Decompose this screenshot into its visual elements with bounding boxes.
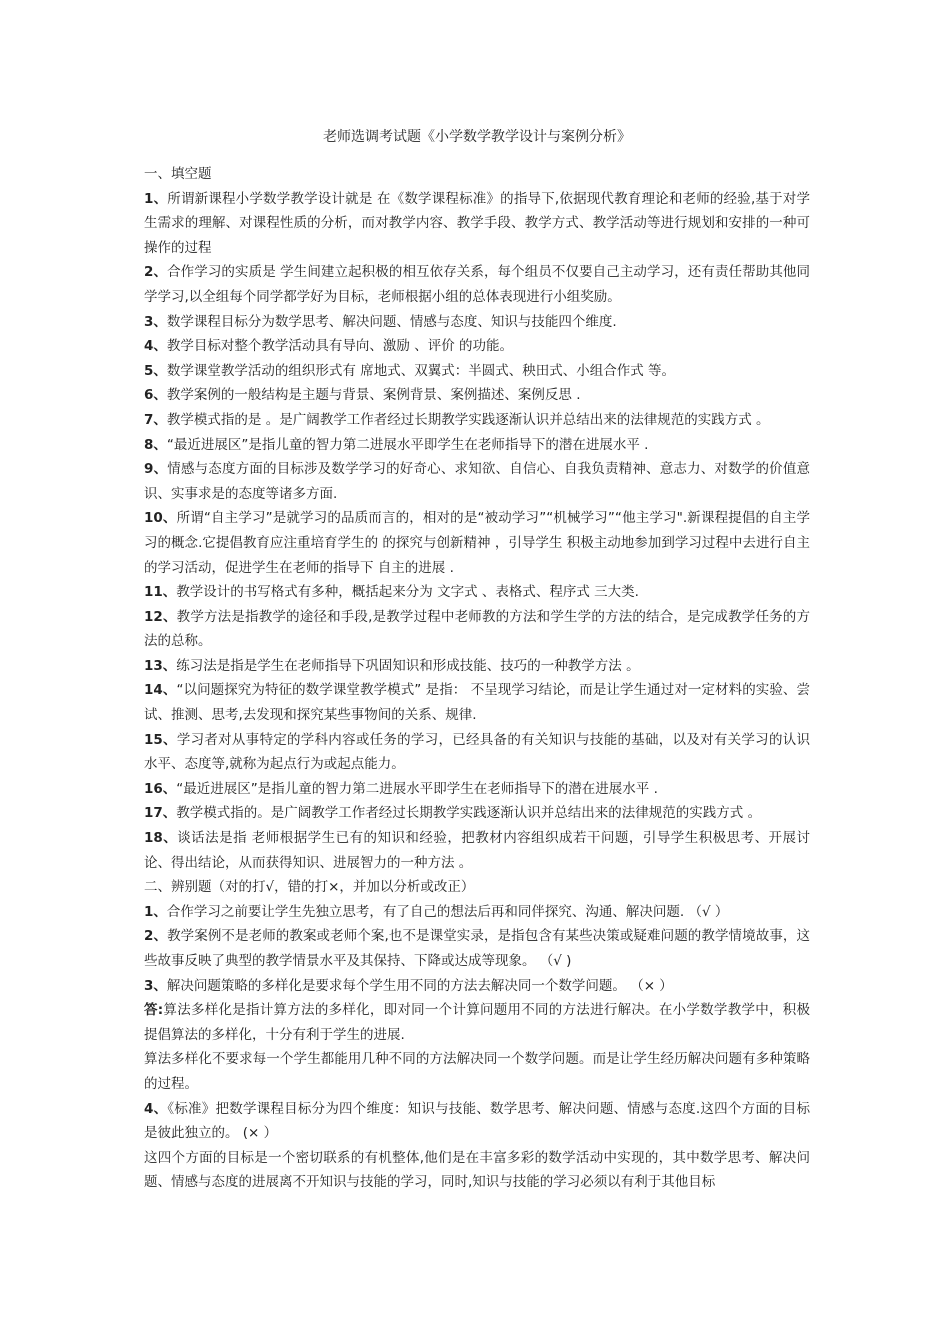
section-heading-fill-in: 一、填空题 (144, 166, 212, 182)
fill-in-item (144, 654, 810, 679)
fill-in-item-number: 11、 (144, 584, 177, 601)
judgement-item-text: 这四个方面的目标是一个密切联系的有机整体,他们是在丰富多彩的数学活动中实现的，其中数学思考、解决问题、情感与态度的进展离不开知识与技能的学习，同时,知识与技能的学习必须以有利于其他目标 (144, 1149, 810, 1191)
document-title: 老师选调考试题《小学数学教学设计与案例分析》 (323, 129, 631, 145)
fill-in-item-number: 13、 (144, 657, 177, 674)
fill-in-item (144, 383, 810, 408)
fill-in-item (144, 605, 810, 654)
judgement-item-text: 教学案例不是老师的教案或老师个案,也不是课堂实录，是指包含有某些决策或疑难问题的教学情境故事，这些故事反映了典型的教学情景水平及其保持、下降或达成等现象。 （√ ) (144, 928, 810, 969)
fill-in-item-text: 所谓“自主学习”是就学习的品质而言的，相对的是“被动学习”“机械学习”“他主学习".新课程提倡的自主学习的概念.它提倡教育应注重培育学生的 的探究与创新精神 ，引导学生 积极主动地参加到学习过程中去进行自主的学习活动，促进学生在老师的指导下 自主的进展 . (144, 510, 810, 576)
judgement-item-text: 《标准》把数学课程目标分为四个维度：知识与技能、数学思考、解决问题、情感与态度.这四个方面的目标是彼此独立的。 (× ） (144, 1100, 810, 1142)
fill-in-item-text: 所谓新课程小学数学教学设计就是 在《数学课程标准》的指导下,依据现代教育理论和老师的经验,基于对学生需求的理解、对课程性质的分析，而对教学内容、教学手段、教学方式、教学活动等进行规划和安排的一种可操作的过程 (144, 190, 810, 256)
section-heading-judgement: 二、辨别题（对的打√，错的打×，并加以分析或改正） (144, 879, 475, 896)
fill-in-item-number: 12、 (144, 608, 177, 625)
fill-in-item-number: 10、 (144, 510, 177, 527)
fill-in-item-text: 教学设计的书写格式有多种，概括起来分为 文字式 、表格式、程序式 三大类. (176, 584, 639, 601)
fill-in-item (144, 408, 810, 433)
fill-in-item-text: “最近进展区”是指儿童的智力第二进展水平即学生在老师指导下的潜在进展水平 . (176, 780, 658, 797)
judgement-item-number: 答: (144, 1002, 164, 1019)
fill-in-item-number: 9、 (144, 461, 168, 478)
judgement-item-number: 4、 (144, 1100, 168, 1117)
fill-in-item (144, 433, 810, 458)
fill-in-item-text: 教学模式指的。是广阔教学工作者经过长期教学实践逐渐认识并总结出来的法律规范的实践方式 。 (176, 805, 762, 822)
fill-in-item-number: 15、 (144, 731, 177, 748)
fill-in-item-number: 1、 (144, 190, 168, 207)
fill-in-item-text: 数学课程目标分为数学思考、解决问题、情感与态度、知识与技能四个维度. (166, 313, 617, 330)
judgement-item (144, 924, 810, 973)
fill-in-item-number: 3、 (144, 313, 167, 330)
judgement-item-number: 1、 (144, 903, 167, 920)
fill-in-item-text: 合作学习的实质是 学生间建立起积极的相互依存关系，每个组员不仅要自己主动学习，还有责任帮助其他同学学习,以全组每个同学都学好为目标，老师根据小组的总体表现进行小组奖励。 (144, 264, 810, 305)
judgement-item-text: 解决问题策略的多样化是要求每个学生用不同的方法去解决同一个数学问题。 （× ） (166, 977, 673, 994)
section-fill-in-items (144, 187, 810, 876)
fill-in-item (144, 678, 810, 727)
fill-in-item (144, 187, 810, 261)
judgement-item-number: 2、 (144, 928, 168, 945)
fill-in-item-text: 谈话法是指 老师根据学生已有的知识和经验，把教材内容组织成若干问题，引导学生积极思考、开展讨论、得出结论，从而获得知识、进展智力的一种方法 。 (144, 830, 810, 871)
fill-in-item (144, 580, 810, 605)
fill-in-item-text: 数学课堂教学活动的组织形式有 席地式、双翼式：半圆式、秧田式、小组合作式 等。 (166, 362, 675, 379)
fill-in-item (144, 801, 810, 826)
judgement-item-text: 合作学习之前要让学生先独立思考，有了自己的想法后再和同伴探究、沟通、解决问题. （√ ） (166, 903, 729, 920)
fill-in-item-number: 14、 (144, 682, 177, 699)
judgement-item (144, 1097, 810, 1146)
fill-in-item (144, 457, 810, 506)
fill-in-item-text: 教学案例的一般结构是主题与背景、案例背景、案例描述、案例反思 . (166, 387, 581, 404)
fill-in-item (144, 310, 810, 335)
fill-in-item-text: 学习者对从事特定的学科内容或任务的学习，已经具备的有关知识与技能的基础，以及对有关学习的认识水平、态度等,就称为起点行为或起点能力。 (144, 731, 810, 773)
judgement-item (144, 1047, 810, 1096)
fill-in-item-number: 8、 (144, 436, 167, 453)
judgement-item (144, 900, 810, 925)
fill-in-item-text: 练习法是指是学生在老师指导下巩固知识和形成技能、技巧的一种教学方法 。 (176, 657, 640, 674)
fill-in-item-text: 教学方法是指教学的途径和手段,是教学过程中老师教的方法和学生学的方法的结合，是完成教学任务的方法的总称。 (144, 608, 810, 650)
judgement-item (144, 998, 810, 1047)
judgement-item-text: 算法多样化是指计算方法的多样化，即对同一个计算问题用不同的方法进行解决。在小学数学教学中，积极提倡算法的多样化，十分有利于学生的进展. (144, 1002, 811, 1043)
section-judgement-items (144, 900, 810, 1195)
fill-in-item-text: 情感与态度方面的目标涉及数学学习的好奇心、求知欲、自信心、自我负责精神、意志力、对数学的价值意识、实事求是的态度等诸多方面. (144, 461, 810, 502)
fill-in-item (144, 359, 810, 384)
fill-in-item (144, 334, 810, 359)
fill-in-item-text: “最近进展区”是指儿童的智力第二进展水平即学生在老师指导下的潜在进展水平 . (166, 436, 649, 453)
fill-in-item (144, 826, 810, 875)
fill-in-item-text: 教学目标对整个教学活动具有导向、激励 、评价 的功能。 (166, 338, 513, 355)
judgement-item (144, 974, 810, 999)
judgement-item-number: 3、 (144, 977, 167, 994)
fill-in-item (144, 260, 810, 309)
fill-in-item (144, 728, 810, 777)
judgement-item-text: 算法多样化不要求每一个学生都能用几种不同的方法解决同一个数学问题。而是让学生经历解决问题有多种策略的过程。 (144, 1051, 810, 1092)
judgement-item (144, 1146, 810, 1195)
fill-in-item-number: 5、 (144, 362, 167, 379)
fill-in-item-number: 16、 (144, 780, 177, 797)
fill-in-item (144, 506, 810, 580)
document-page (144, 118, 810, 1195)
fill-in-item-number: 2、 (144, 264, 168, 281)
fill-in-item-number: 17、 (144, 805, 177, 822)
fill-in-item-number: 4、 (144, 338, 167, 355)
fill-in-item-text: 教学模式指的是 。是广阔教学工作者经过长期教学实践逐渐认识并总结出来的法律规范的实践方式 。 (166, 411, 770, 428)
fill-in-item-number: 6、 (144, 387, 167, 404)
fill-in-item-number: 18、 (144, 830, 178, 847)
fill-in-item (144, 777, 810, 802)
fill-in-item-number: 7、 (144, 411, 167, 428)
fill-in-item-text: “以问题探究为特征的数学课堂教学模式” 是指： 不呈现学习结论，而是让学生通过对一定材料的实验、尝试、推测、思考,去发现和探究某些事物间的关系、规律. (144, 682, 810, 724)
